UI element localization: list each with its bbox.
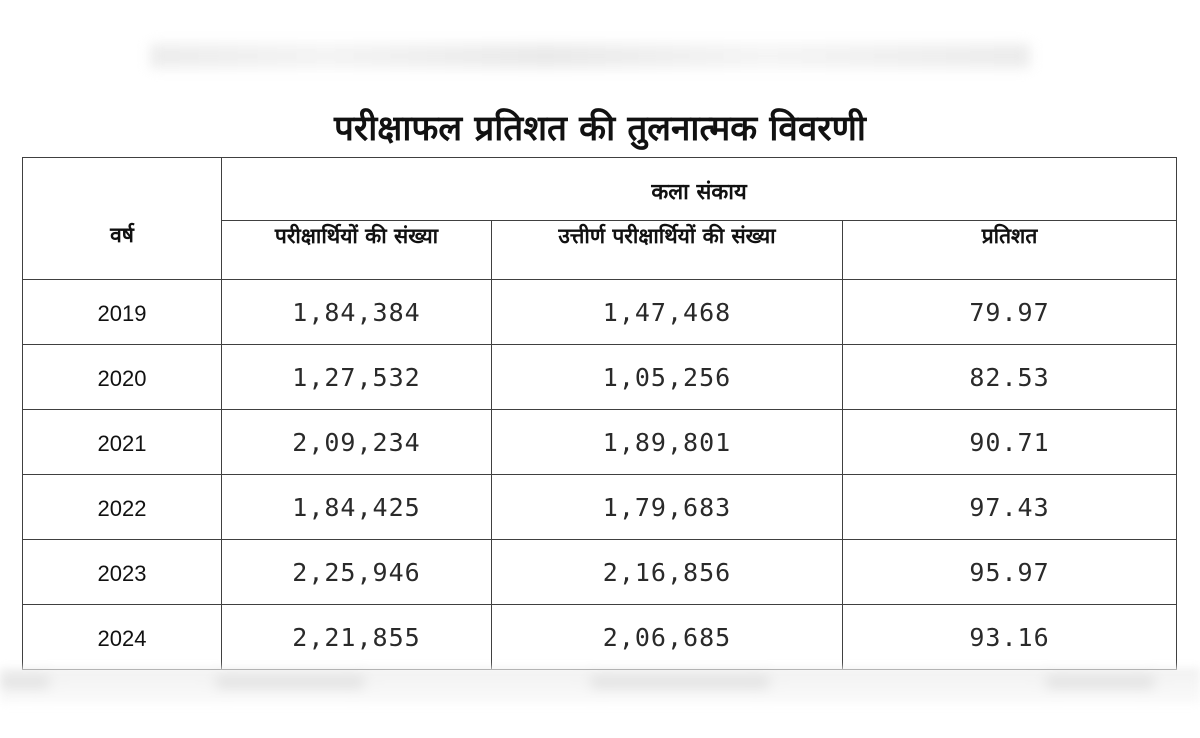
passed-cell: 1,79,683 — [492, 475, 843, 540]
candidates-cell: 1,27,532 — [222, 345, 492, 410]
table-row — [23, 410, 1177, 475]
year-header: वर्ष — [110, 222, 134, 247]
blurred-fragment — [0, 676, 50, 688]
passed-cell: 1,05,256 — [492, 345, 843, 410]
percentage-cell: 90.71 — [843, 410, 1177, 475]
year-cell: 2022 — [23, 475, 222, 540]
passed-cell: 2,16,856 — [492, 540, 843, 605]
faculty-header-row — [23, 158, 1177, 221]
candidates-cell: 2,09,234 — [222, 410, 492, 475]
candidates-cell: 1,84,425 — [222, 475, 492, 540]
faculty-header: कला संकाय — [651, 180, 747, 205]
candidates-header-cell — [222, 221, 492, 280]
candidates-header: परीक्षार्थियों की संख्या — [274, 224, 439, 248]
passed-cell: 2,06,685 — [492, 605, 843, 670]
blurred-background-row — [0, 668, 1200, 704]
year-cell: 2024 — [23, 605, 222, 670]
blurred-fragment — [590, 676, 770, 688]
percentage-header-cell — [843, 221, 1177, 280]
percentage-header: प्रतिशत — [981, 224, 1038, 248]
candidates-cell: 2,21,855 — [222, 605, 492, 670]
percentage-cell: 95.97 — [843, 540, 1177, 605]
passed-cell: 1,47,468 — [492, 280, 843, 345]
table-row — [23, 280, 1177, 345]
percentage-cell: 93.16 — [843, 605, 1177, 670]
candidates-cell: 1,84,384 — [222, 280, 492, 345]
table-row — [23, 540, 1177, 605]
table-row — [23, 345, 1177, 410]
blurred-fragment — [1045, 676, 1155, 688]
result-comparison-table — [22, 157, 1177, 670]
year-cell: 2019 — [23, 280, 222, 345]
table-row — [23, 605, 1177, 670]
blurred-fragment — [215, 676, 365, 688]
percentage-cell: 97.43 — [843, 475, 1177, 540]
year-cell: 2021 — [23, 410, 222, 475]
passed-header-cell — [492, 221, 843, 280]
percentage-cell: 79.97 — [843, 280, 1177, 345]
percentage-cell: 82.53 — [843, 345, 1177, 410]
faculty-header-cell — [222, 158, 1177, 221]
year-cell: 2020 — [23, 345, 222, 410]
blurred-background-heading — [150, 44, 1030, 68]
passed-header: उत्तीर्ण परीक्षार्थियों की संख्या — [558, 224, 776, 248]
year-cell: 2023 — [23, 540, 222, 605]
passed-cell: 1,89,801 — [492, 410, 843, 475]
page-title: परीक्षाफल प्रतिशत की तुलनात्मक विवरणी — [334, 109, 866, 149]
year-header-cell — [23, 158, 222, 280]
candidates-cell: 2,25,946 — [222, 540, 492, 605]
table-row — [23, 475, 1177, 540]
